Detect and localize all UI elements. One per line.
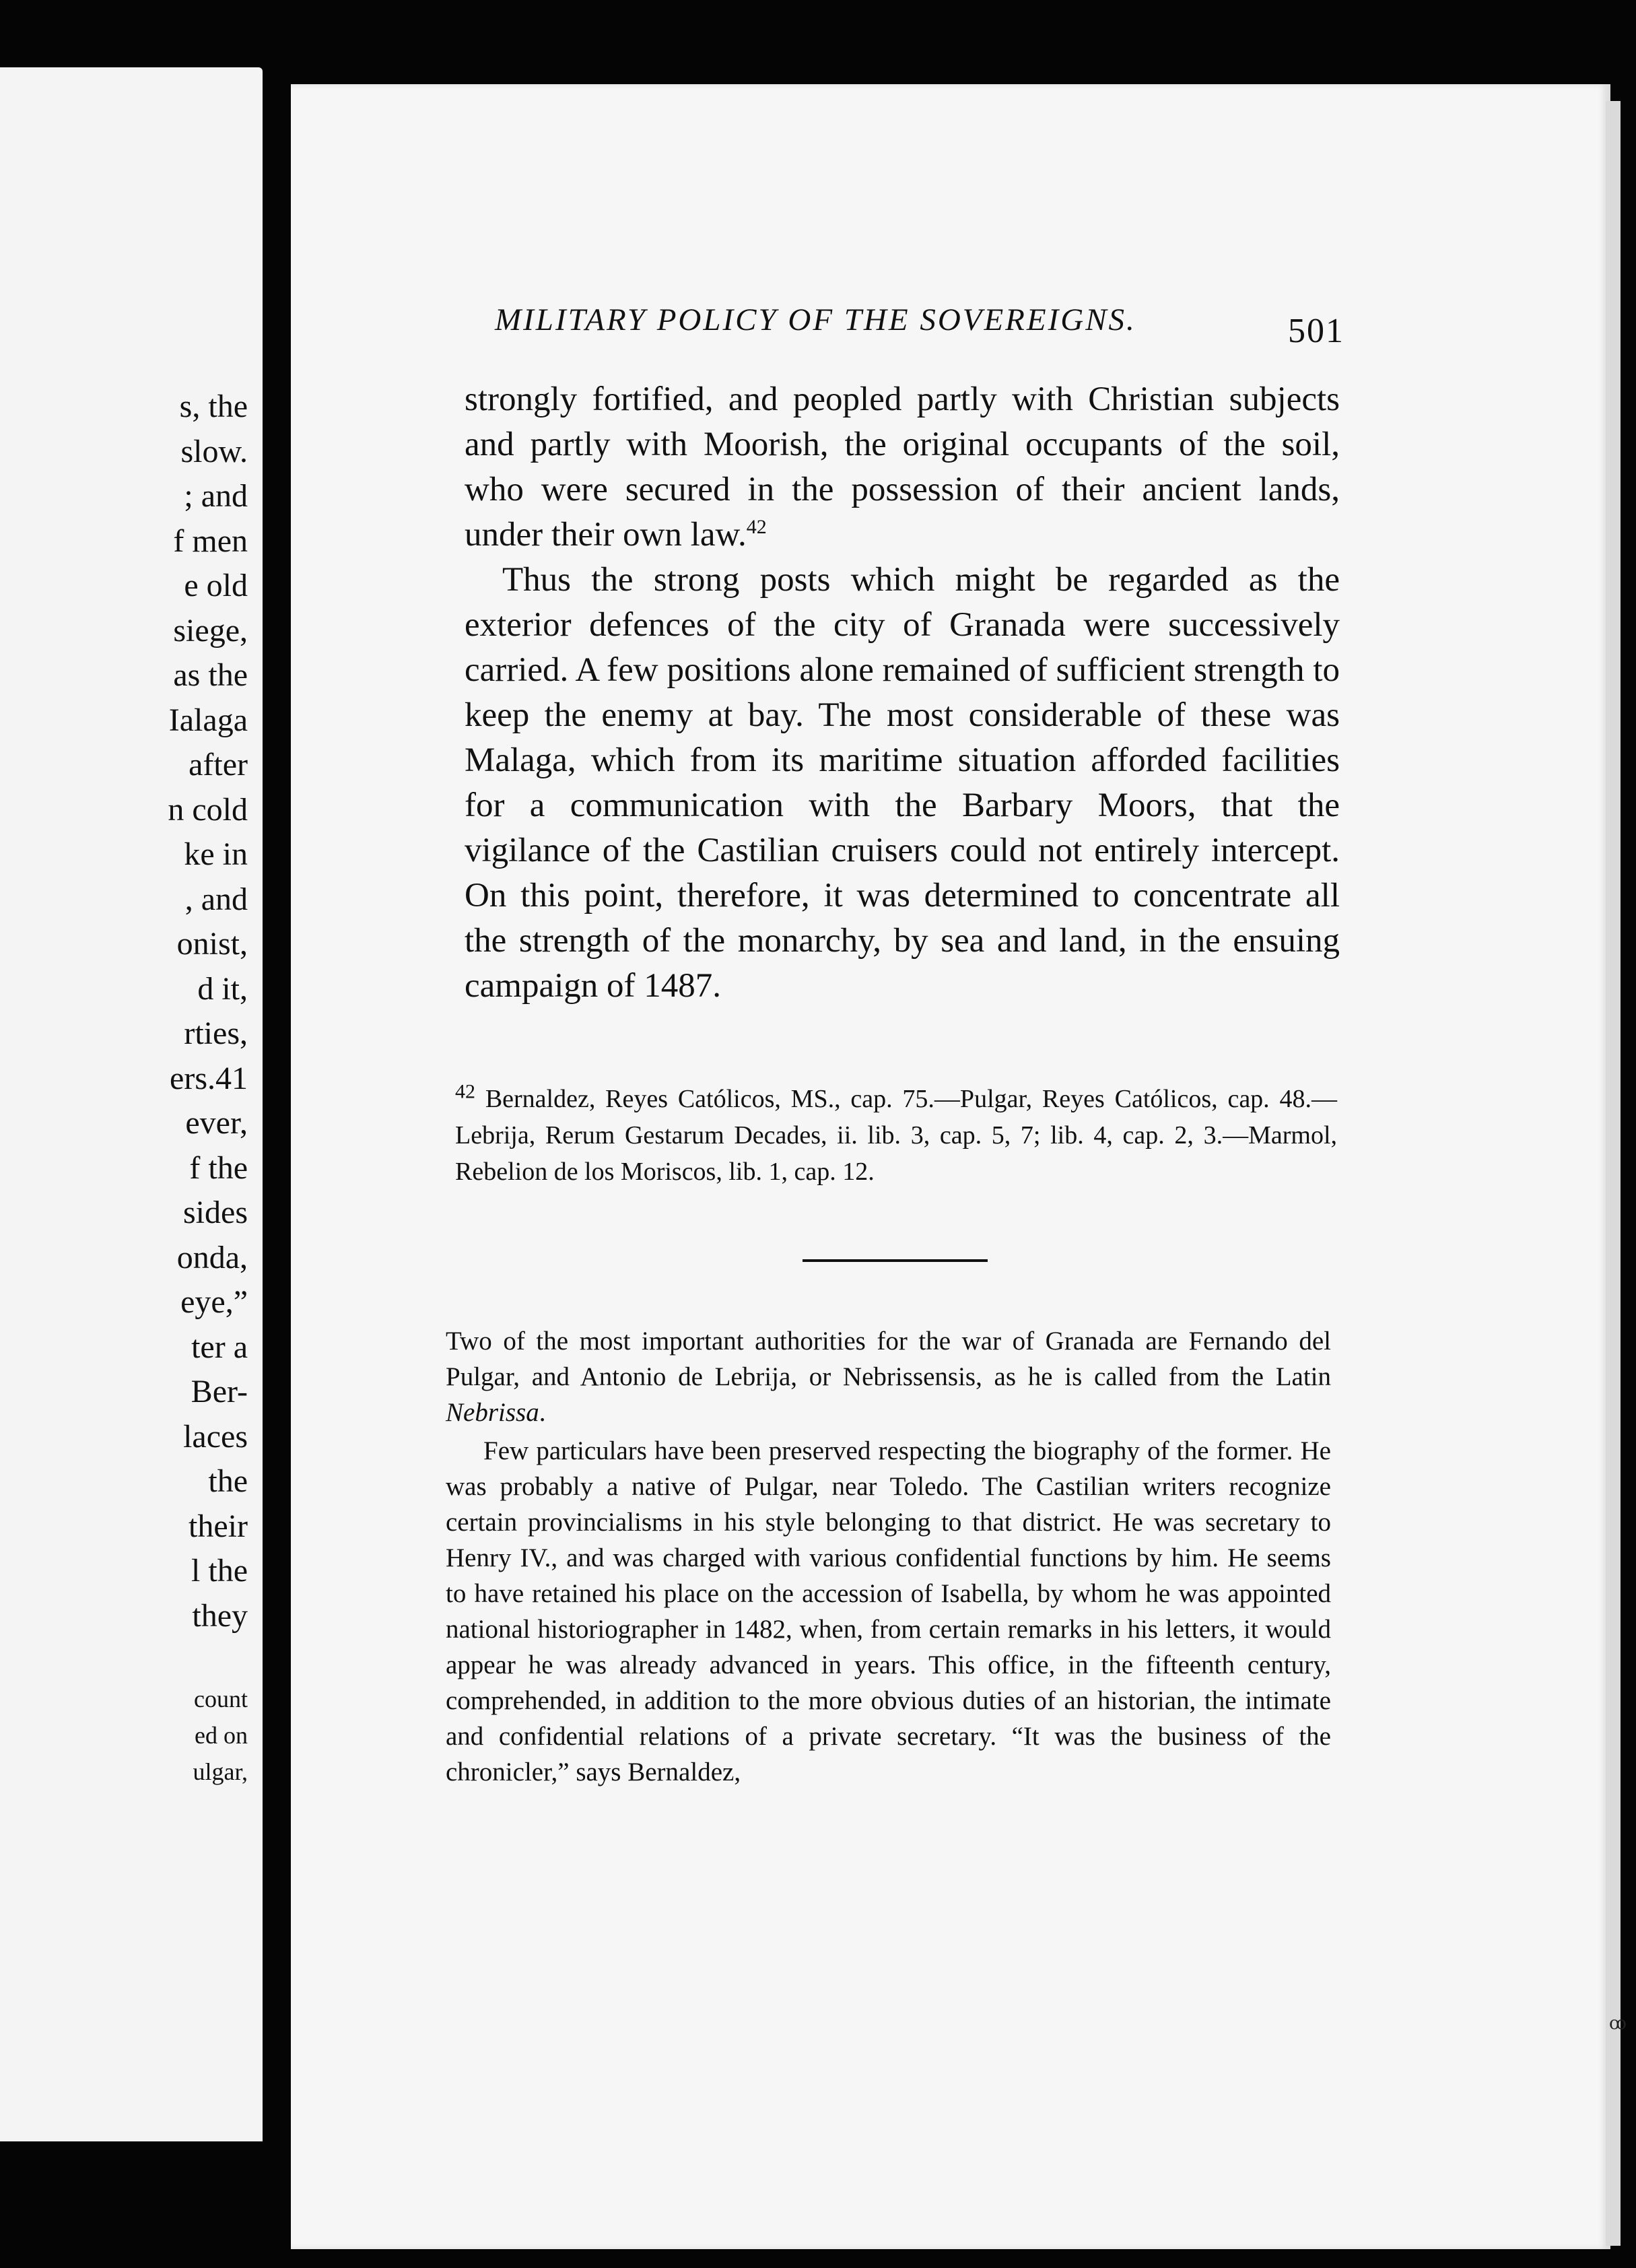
previous-page-line: they [192, 1597, 248, 1634]
previous-page-line: ers.41 [170, 1060, 248, 1096]
previous-page-line: Ialaga [168, 702, 248, 738]
body-paragraph-2: Thus the strong posts which might be regarded as the exterior defences of the city of Granada were successively carried. A few positions alone remained of sufficient strength to keep the enemy at bay. The most considerable of these was Malaga, which from its maritime situation afforded facilities for a communication with the Barbary Moors, that the vigilance of the Castilian cruisers could not entirely intercept. On this point, therefore, it was determined to concentrate all the strength of the monarchy, by sea and land, in the ensuing campaign of 1487. [465, 561, 1340, 1005]
previous-page-line: slow. [180, 433, 248, 469]
previous-page-line: laces [183, 1418, 248, 1455]
section-divider [803, 1259, 988, 1262]
previous-page-line: sides [183, 1195, 248, 1230]
previous-page-line: e old [184, 568, 248, 603]
previous-page-line: the [208, 1463, 248, 1499]
page-number: 501 [1288, 312, 1344, 350]
main-text [465, 377, 1340, 1009]
note-italic-term: Nebrissa [446, 1398, 539, 1427]
previous-page-line: onda, [176, 1239, 248, 1275]
previous-page-line: ; and [184, 478, 248, 514]
page-header [495, 302, 1360, 349]
previous-page-line: rties, [184, 1015, 248, 1051]
previous-page-line: eye,” [180, 1284, 248, 1320]
note-paragraph-2: Few particulars have been preserved respecting the biography of the former. He was probably a native of Pulgar, near Toledo. The Castilian writers recognize certain provincialisms in his style belonging to that district. He was secretary to Henry IV., and was charged with various confidential functions by him. He seems to have retained his place on the accession of Isabella, by whom he was appointed national historiographer in 1482, when, from certain remarks in his letters, it would appear he was already advanced in years. This office, in the fifteenth century, comprehended, in addition to the more obvious duties of an historian, the intimate and confidential relations of a private secretary. “It was the business of the chronicler,” says Bernaldez, [446, 1436, 1331, 1787]
footnote-reference: 42 [746, 516, 767, 538]
previous-page-line: Ber- [191, 1374, 248, 1409]
previous-page-line: f men [173, 523, 248, 559]
page-edge [1606, 101, 1621, 2246]
running-title: MILITARY POLICY OF THE SOVEREIGNS. [495, 302, 1136, 337]
previous-page-line: n cold [168, 791, 248, 828]
previous-page-fragment [0, 67, 263, 2141]
previous-page-line: as the [173, 657, 248, 693]
footnote-number: 42 [455, 1080, 475, 1103]
previous-page-line: their [189, 1508, 248, 1544]
previous-page-footnote-line: ulgar, [193, 1758, 248, 1785]
footnote-text: Bernaldez, Reyes Católicos, MS., cap. 75.—Pulgar, Reyes Católicos, cap. 48.—Lebrija, Rerum Gestarum Decades, ii. lib. 3, cap. 5, 7; lib. 4, cap. 2, 3.—Marmol, Rebelion de los Moriscos, lib. 1, cap. 12. [455, 1085, 1337, 1186]
previous-page-line: ke in [184, 836, 248, 872]
edge-mark: ꝏ [1609, 2013, 1627, 2033]
previous-page-line: ever, [185, 1105, 248, 1141]
appended-note [446, 1323, 1331, 1793]
previous-page-footnote-line: count [194, 1686, 248, 1712]
previous-page-footnote-line: ed on [195, 1722, 248, 1749]
previous-page-line: after [189, 747, 248, 782]
note-paragraph-1-end: . [539, 1398, 546, 1427]
footnote [455, 1081, 1337, 1190]
body-paragraph-1-text: strongly fortified, and peopled partly with Christian subjects and partly with Moorish, the original occupants of the soil, who were secured in the possession of their ancient lands, under their own law. [465, 380, 1340, 554]
previous-page-line: s, the [179, 389, 248, 424]
note-paragraph-1 [446, 1323, 1331, 1430]
previous-page-line: ter a [191, 1329, 248, 1365]
previous-page-line: , and [184, 881, 248, 917]
previous-page-line: onist, [176, 926, 248, 962]
previous-page-line: f the [189, 1149, 248, 1186]
previous-page-line: d it, [197, 970, 248, 1007]
previous-page-line: l the [191, 1553, 248, 1589]
note-paragraph-1-text: Two of the most important authorities for the war of Granada are Fernando del Pulgar, and Antonio de Lebrija, or Nebrissensis, as he is called from the Latin [446, 1327, 1331, 1391]
body-paragraph-1 [465, 377, 1340, 558]
previous-page-line: siege, [173, 612, 248, 648]
